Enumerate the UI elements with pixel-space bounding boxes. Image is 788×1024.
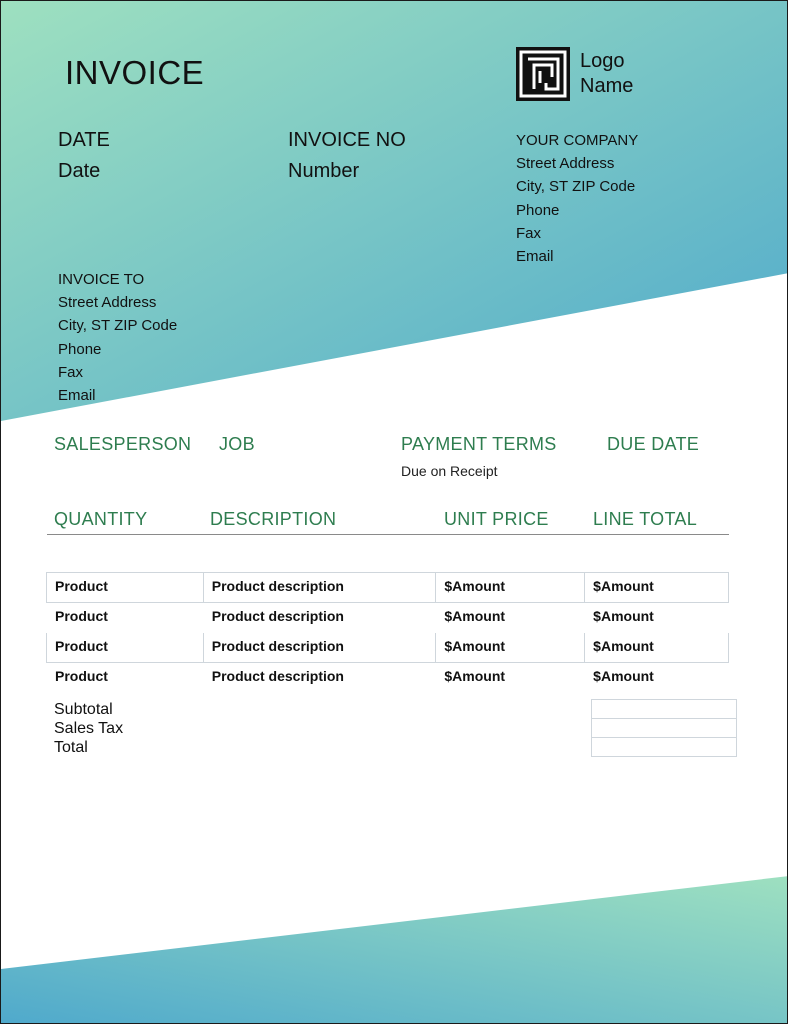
company-block [516, 129, 638, 268]
bill-to-street: Street Address [58, 294, 157, 312]
item-quantity: Product [47, 573, 204, 603]
bill-to-block [58, 268, 177, 407]
header-divider [47, 534, 729, 535]
payment-terms-value: Due on Receipt [401, 463, 498, 479]
logo-name-line2: Name [580, 75, 634, 97]
item-line-total: $Amount [585, 573, 729, 603]
payment-terms-header: PAYMENT TERMS [401, 434, 557, 454]
table-row [47, 603, 729, 633]
company-name: YOUR COMPANY [516, 132, 639, 149]
item-unit-price: $Amount [436, 573, 585, 603]
date-value: Date [58, 160, 101, 182]
company-email: Email [516, 248, 554, 266]
bill-to-fax: Fax [58, 363, 84, 381]
totals-box [591, 699, 737, 757]
invoice-no-value: Number [288, 160, 360, 182]
bill-to-email: Email [58, 387, 96, 405]
total-label: Total [54, 739, 88, 756]
description-header: DESCRIPTION [210, 509, 337, 529]
maze-logo-icon [516, 47, 570, 101]
item-description: Product description [203, 573, 436, 603]
salesperson-header: SALESPERSON [54, 434, 192, 454]
subtotal-field[interactable] [591, 699, 737, 719]
line-items-table [46, 572, 729, 693]
company-city: City, ST ZIP Code [516, 178, 636, 196]
item-unit-price: $Amount [444, 608, 506, 624]
table-row [47, 573, 729, 603]
invoice-title: INVOICE [65, 54, 205, 91]
sales-tax-field[interactable] [591, 719, 737, 738]
company-fax: Fax [516, 224, 542, 242]
total-field[interactable] [591, 738, 737, 757]
item-line-total: $Amount [585, 633, 729, 663]
bill-to-city: City, ST ZIP Code [58, 317, 178, 335]
sales-tax-label: Sales Tax [54, 720, 124, 737]
bill-to-phone: Phone [58, 340, 102, 358]
item-unit-price: $Amount [436, 633, 585, 663]
company-phone: Phone [516, 201, 560, 219]
logo [516, 47, 633, 101]
item-description: Product description [203, 633, 436, 663]
date-label: DATE [58, 129, 110, 151]
item-line-total: $Amount [593, 608, 654, 624]
totals-labels [54, 700, 123, 757]
quantity-header: QUANTITY [54, 509, 148, 529]
bottom-gradient-band [1, 876, 788, 1024]
item-description: Product description [211, 668, 344, 684]
invoice-no-label: INVOICE NO [288, 129, 406, 151]
company-street: Street Address [516, 155, 615, 173]
unit-price-header: UNIT PRICE [444, 509, 549, 529]
item-quantity: Product [47, 633, 204, 663]
item-quantity: Product [55, 668, 108, 684]
item-quantity: Product [55, 608, 108, 624]
item-line-total: $Amount [593, 668, 654, 684]
item-unit-price: $Amount [444, 668, 506, 684]
table-row [47, 663, 729, 693]
line-total-header: LINE TOTAL [593, 509, 698, 529]
table-row [47, 633, 729, 663]
due-date-header: DUE DATE [607, 434, 700, 454]
logo-name-line1: Logo [580, 50, 625, 72]
item-description: Product description [211, 608, 344, 624]
subtotal-label: Subtotal [54, 701, 113, 718]
bill-to-label: INVOICE TO [58, 271, 145, 288]
job-header: JOB [219, 434, 255, 454]
